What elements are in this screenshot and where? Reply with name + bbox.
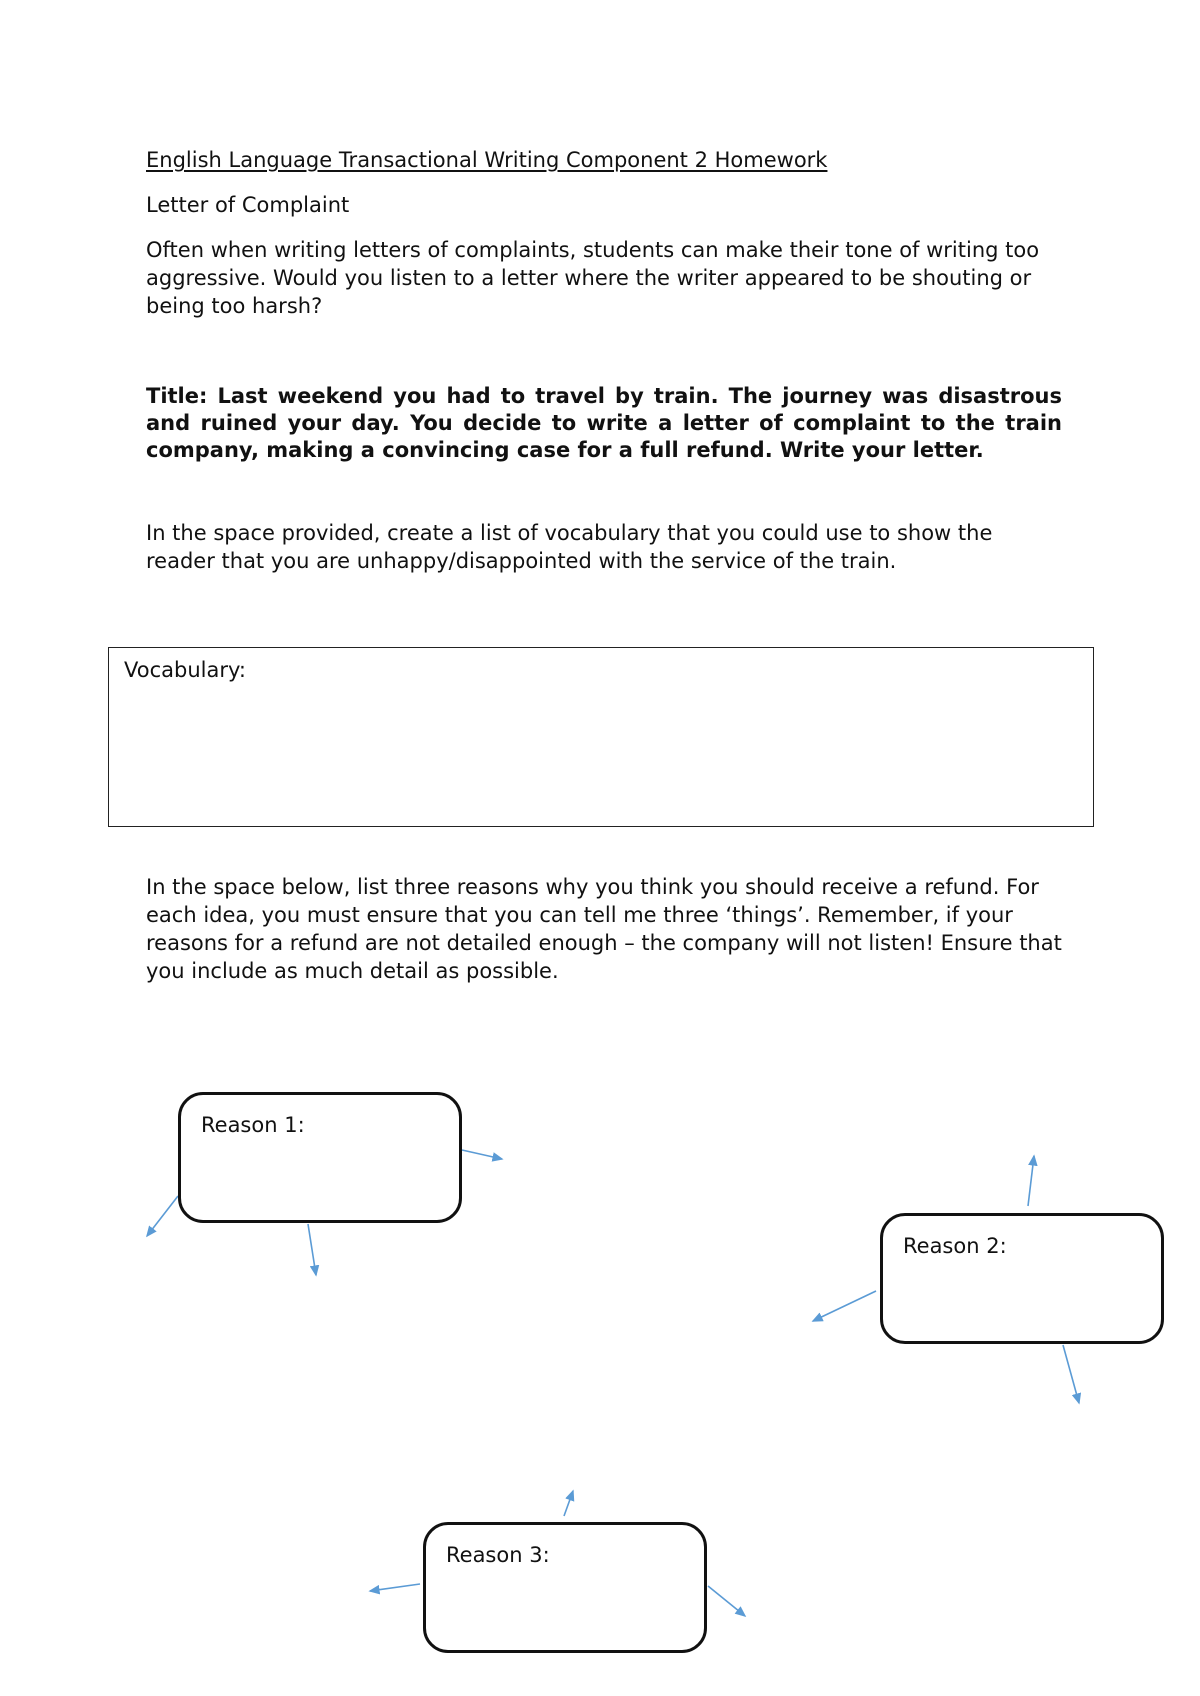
document-heading: English Language Transactional Writing Component 2 Homework xyxy=(146,148,828,172)
reason-1-arrow-down xyxy=(308,1224,316,1275)
vocabulary-box-label: Vocabulary: xyxy=(124,658,246,682)
reason-2-arrow-up xyxy=(1028,1156,1034,1206)
vocabulary-box[interactable] xyxy=(108,647,1094,827)
reason-3-arrow-up xyxy=(564,1491,573,1516)
reason-2-box[interactable] xyxy=(880,1213,1164,1344)
reasons-instruction: In the space below, list three reasons why you think you should receive a refund. For each idea, you must ensure that you can tell me three ‘things’. Remember, if your reasons for a refund are not detailed enough – the company will not listen! Ensure that you include as much detail as possible. xyxy=(146,875,1062,983)
intro-paragraph: Often when writing letters of complaints, students can make their tone of writing too aggressive. Would you listen to a letter where the writer appeared to be shouting or being too harsh? xyxy=(146,238,1040,318)
task-prompt: Title: Last weekend you had to travel by train. The journey was disastrous and ruined your day. You decide to write a letter of complaint to the train company, making a convincing case for a full refund. Write your letter. xyxy=(146,384,1062,462)
vocabulary-instruction: In the space provided, create a list of vocabulary that you could use to show the reader that you are unhappy/disappointed with the service of the train. xyxy=(146,521,993,573)
reason-1-label: Reason 1: xyxy=(201,1113,305,1137)
reason-2-arrow-down xyxy=(1063,1345,1079,1403)
reason-2-arrow-left xyxy=(813,1291,876,1321)
document-subtitle: Letter of Complaint xyxy=(146,193,350,217)
reason-3-box[interactable] xyxy=(423,1522,707,1653)
reason-2-label: Reason 2: xyxy=(903,1234,1007,1258)
reason-1-arrow-left xyxy=(147,1196,178,1236)
reason-3-arrow-right xyxy=(708,1586,745,1616)
reason-1-arrow-right xyxy=(462,1150,502,1159)
reason-1-box[interactable] xyxy=(178,1092,462,1223)
reason-3-label: Reason 3: xyxy=(446,1543,550,1567)
reason-3-arrow-left xyxy=(370,1584,420,1591)
